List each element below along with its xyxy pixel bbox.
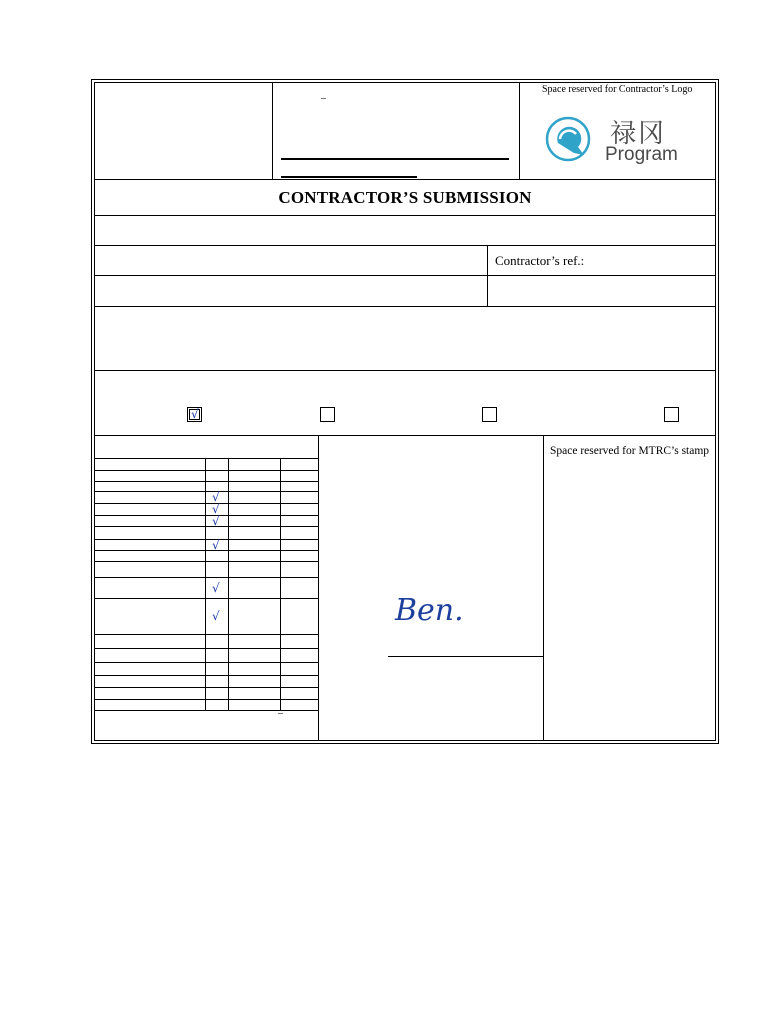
checklist-col-line-2 xyxy=(228,458,229,710)
checklist-row-line xyxy=(95,503,318,504)
checklist-tick: √ xyxy=(212,538,220,552)
program-logo-icon xyxy=(544,113,594,165)
checklist-row-line xyxy=(95,710,318,711)
submission-checkbox-1[interactable] xyxy=(187,407,202,422)
checklist-row-line xyxy=(95,634,318,635)
signature-line xyxy=(388,656,543,657)
checklist-row-line xyxy=(95,675,318,676)
signature-text: Ben. xyxy=(395,593,464,628)
checklist-row-line xyxy=(95,539,318,540)
checklist-row-line xyxy=(95,662,318,663)
checklist-row-line xyxy=(95,577,318,578)
divider-title-top xyxy=(95,179,715,180)
checklist-tick: √ xyxy=(212,502,220,516)
checklist-column-divider xyxy=(318,435,319,740)
header-divider-left xyxy=(272,83,273,179)
divider-row-2 xyxy=(95,245,715,246)
checklist-row-line xyxy=(95,648,318,649)
header-dash: _ xyxy=(321,89,326,100)
checklist-col-line-1 xyxy=(205,458,206,710)
checklist-row-line xyxy=(95,470,318,471)
checklist-row-line xyxy=(95,491,318,492)
header-divider-right xyxy=(519,83,520,179)
header-underline-long xyxy=(281,158,509,160)
checklist-tick: √ xyxy=(212,490,220,504)
form-frame xyxy=(91,79,719,744)
checkbox-1-tick: √ xyxy=(191,407,199,421)
submission-checkbox-3[interactable] xyxy=(482,407,497,422)
checklist-header-line xyxy=(95,458,318,459)
checklist-row-line xyxy=(95,687,318,688)
checklist-table xyxy=(95,435,318,736)
signature xyxy=(393,588,473,628)
checklist-row-line xyxy=(95,526,318,527)
submission-checkbox-4[interactable] xyxy=(664,407,679,422)
checklist-tick: √ xyxy=(212,609,220,623)
checklist-row-line xyxy=(95,699,318,700)
checklist-row-line xyxy=(95,481,318,482)
logo-space-label: Space reserved for Contractor’s Logo xyxy=(542,84,693,95)
checklist-row-line xyxy=(95,515,318,516)
submission-checkbox-2[interactable] xyxy=(320,407,335,422)
checklist-tick: √ xyxy=(212,514,220,528)
contractor-ref-label: Contractor’s ref.: xyxy=(495,253,585,268)
header-underline-short xyxy=(281,176,417,178)
checklist-tick: √ xyxy=(212,580,220,595)
divider-title-bottom xyxy=(95,215,715,216)
stamp-column-divider xyxy=(543,435,544,740)
checklist-row-line xyxy=(95,598,318,599)
checklist-footer-dash: – xyxy=(278,708,283,719)
logo-english-text: Program xyxy=(605,144,678,165)
divider-row-5 xyxy=(95,370,715,371)
form-title: CONTRACTOR’S SUBMISSION xyxy=(278,188,532,207)
checklist-row-line xyxy=(95,550,318,551)
checklist-col-line-3 xyxy=(280,458,281,710)
divider-row-3 xyxy=(95,275,715,276)
divider-row-4 xyxy=(95,306,715,307)
logo-chinese-text: 禄冈 xyxy=(610,119,667,149)
stamp-space-label: Space reserved for MTRC’s stamp xyxy=(550,445,710,457)
form-inner-border xyxy=(94,82,716,741)
checklist-row-line xyxy=(95,561,318,562)
